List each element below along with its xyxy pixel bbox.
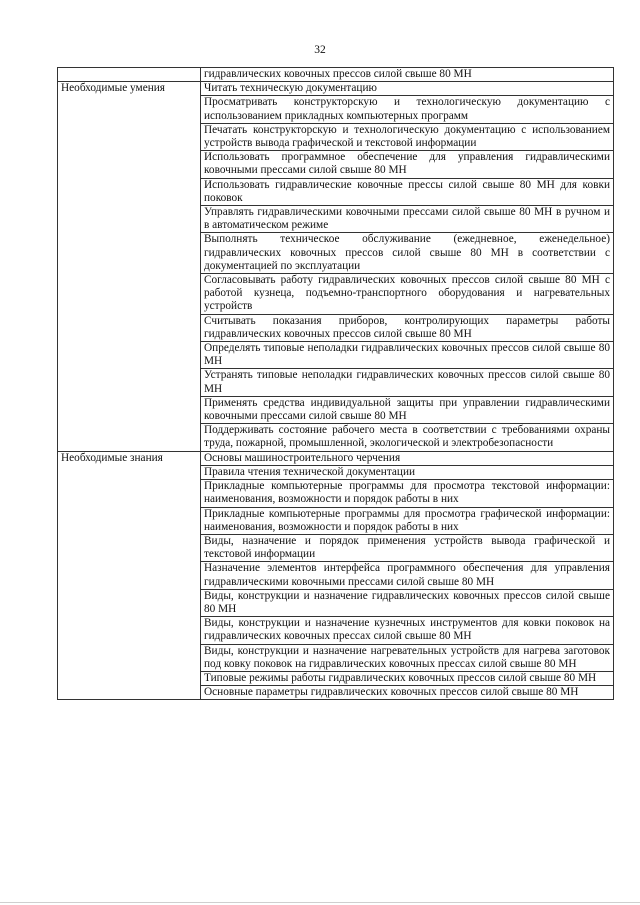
- requirement-item: Применять средства индивидуальной защиты при управлении гидравлическими ковочными прессами силой свыше 80 МН: [201, 396, 614, 423]
- requirement-item: Назначение элементов интерфейса программного обеспечения для управления гидравлическими ковочными прессами силой свыше 80 МН: [201, 562, 614, 589]
- requirement-item: Правила чтения технической документации: [201, 465, 614, 479]
- requirement-item: Виды, конструкции и назначение нагревательных устройств для нагрева заготовок под ковку поковок на гидравлических ковочных прессах силой свыше 80 МН: [201, 644, 614, 671]
- requirement-item: Типовые режимы работы гидравлических ковочных прессов силой свыше 80 МН: [201, 671, 614, 685]
- requirement-item: Управлять гидравлическими ковочными прессами силой свыше 80 МН в ручном и в автоматическом режиме: [201, 206, 614, 233]
- requirement-item: Читать техническую документацию: [201, 82, 614, 96]
- requirements-table: [57, 67, 614, 700]
- requirement-item: Выполнять техническое обслуживание (ежедневное, еженедельное) гидравлических ковочных прессов силой свыше 80 МН в соответствии с документацией по эксплуатации: [201, 233, 614, 274]
- requirement-item: Поддерживать состояние рабочего места в соответствии с требованиями охраны труда, пожарной, промышленной, экологической и электробезопасности: [201, 424, 614, 451]
- requirement-item: Просматривать конструкторскую и технологическую документацию с использованием прикладных компьютерных программ: [201, 96, 614, 123]
- requirement-item: Считывать показания приборов, контролирующих параметры работы гидравлических ковочных прессов силой свыше 80 МН: [201, 314, 614, 341]
- table-row: [58, 451, 614, 465]
- table-cell-empty: [58, 68, 201, 82]
- requirement-item: Виды, конструкции и назначение гидравлических ковочных прессов силой свыше 80 МН: [201, 589, 614, 616]
- table-row: [58, 68, 614, 82]
- requirement-item: Определять типовые неполадки гидравлических ковочных прессов силой свыше 80 МН: [201, 342, 614, 369]
- scan-edge-line: [0, 902, 640, 903]
- requirement-item: Основы машиностроительного черчения: [201, 451, 614, 465]
- requirement-item: Согласовывать работу гидравлических ковочных прессов силой свыше 80 МН с работой кузнеца, подъемно-транспортного оборудования и нагревательных устройств: [201, 274, 614, 315]
- requirement-item: Виды, назначение и порядок применения устройств вывода графической и текстовой информации: [201, 534, 614, 561]
- page-number: 32: [314, 44, 326, 56]
- requirement-item: Виды, конструкции и назначение кузнечных инструментов для ковки поковок на гидравлических ковочных прессах силой свыше 80 МН: [201, 617, 614, 644]
- continuation-cell: гидравлических ковочных прессов силой свыше 80 МН: [201, 68, 614, 82]
- requirement-item: Прикладные компьютерные программы для просмотра графической информации: наименования, возможности и порядок работы в них: [201, 507, 614, 534]
- requirement-item: Прикладные компьютерные программы для просмотра текстовой информации: наименования, возможности и порядок работы в них: [201, 480, 614, 507]
- section-label: Необходимые знания: [58, 451, 201, 700]
- requirement-item: Печатать конструкторскую и технологическую документацию с использованием устройств вывода графической и текстовой информации: [201, 123, 614, 150]
- requirement-item: Основные параметры гидравлических ковочных прессов силой свыше 80 МН: [201, 686, 614, 700]
- table-row: [58, 82, 614, 96]
- requirement-item: Использовать программное обеспечение для управления гидравлическими ковочными прессами силой свыше 80 МН: [201, 151, 614, 178]
- section-label: Необходимые умения: [58, 82, 201, 451]
- requirement-item: Устранять типовые неполадки гидравлических ковочных прессов силой свыше 80 МН: [201, 369, 614, 396]
- requirements-table-body: [58, 68, 614, 700]
- requirement-item: Использовать гидравлические ковочные прессы силой свыше 80 МН для ковки поковок: [201, 178, 614, 205]
